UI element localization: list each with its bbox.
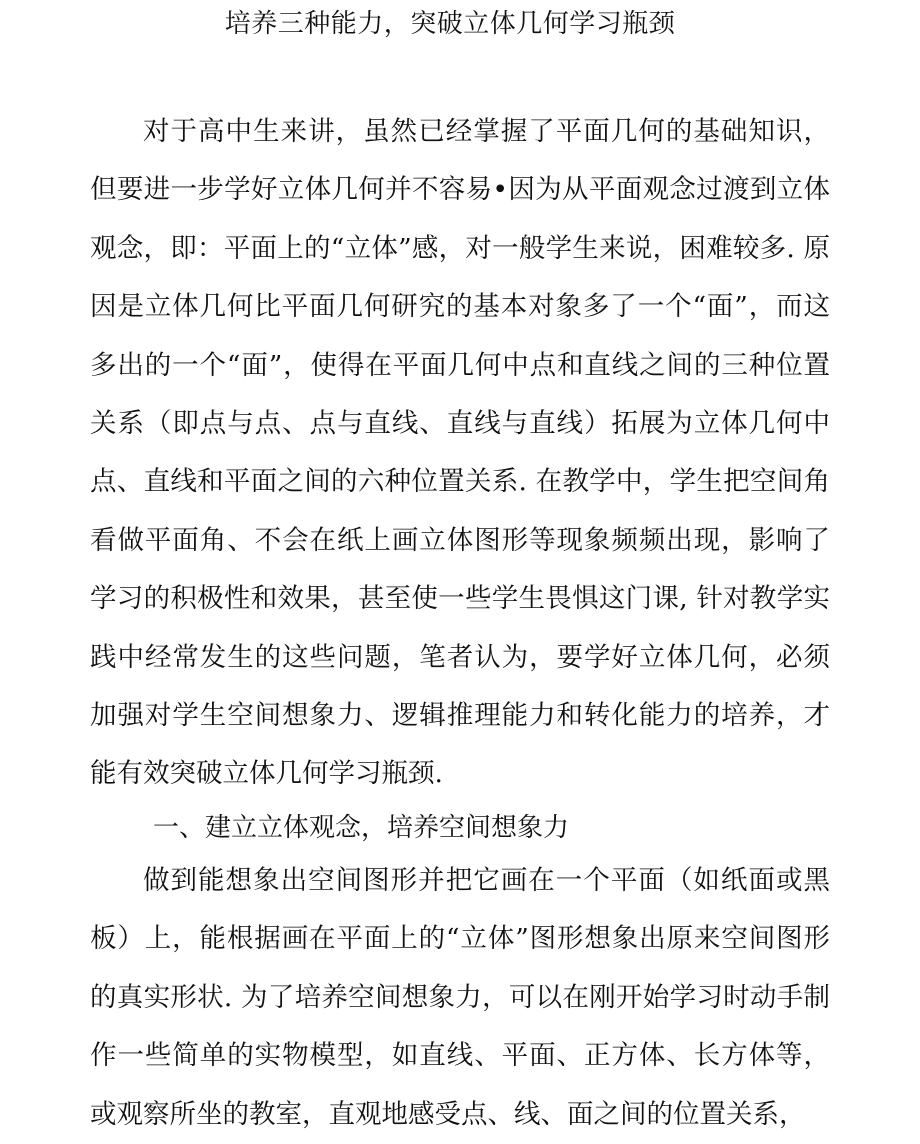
document-title: 培养三种能力，突破立体几何学习瓶颈 [224, 9, 676, 39]
section-1-heading: 一、建立立体观念，培养空间想象力 [153, 813, 570, 843]
intro-paragraph: 对于高中生来讲，虽然已经掌握了平面几何的基础知识，但要进一步学好立体几何并不容易•因为从平面观念过渡到立体观念，即：平面上的“立体”感，对一般学生来说，困难较多. 原因是立体几何比平面几何研究的基本对象多了一个“面”，而这多出的一个“面”，使得在平面几何中点和直线之间的三种位置关系（即点与点、点与直线、直线与直线）拓展为立体几何中点、直线和平面之间的六种位置关系. 在教学中，学生把空间角看做平面角、不会在纸上画立体图形等现象频频出现，影响了学习的积极性和效果，甚至使一些学生畏惧这门课, 针对教学实践中经常发生的这些问题，笔者认为，要学好立体几何，必须加强对学生空间想象力、逻辑推理能力和转化能力的培养，才能有效突破立体几何学习瓶颈. [90, 116, 830, 790]
section-1-paragraph: 做到能想象出空间图形并把它画在一个平面（如纸面或黑板）上，能根据画在平面上的“立体”图形想象出原来空间图形的真实形状. 为了培养空间想象力，可以在刚开始学习时动手制作一些简单的实物模型，如直线、平面、正方体、长方体等，或观察所坐的教室，直观地感受点、线、面之间的位置关系， [90, 865, 830, 1130]
